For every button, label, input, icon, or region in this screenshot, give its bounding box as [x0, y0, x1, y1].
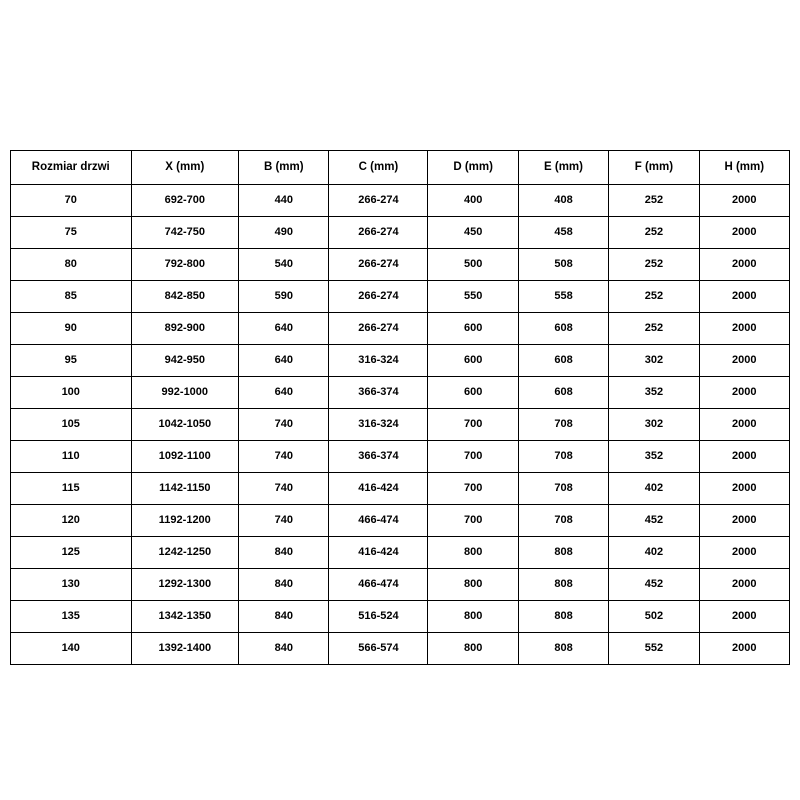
table-cell: 840 [239, 601, 329, 633]
table-cell: 500 [428, 249, 518, 281]
table-cell: 600 [428, 345, 518, 377]
table-cell: 708 [518, 441, 608, 473]
table-cell: 302 [609, 409, 699, 441]
table-cell: 316-324 [329, 409, 428, 441]
table-cell: 402 [609, 537, 699, 569]
table-cell: 2000 [699, 217, 789, 249]
table-cell: 708 [518, 409, 608, 441]
table-cell: 640 [239, 377, 329, 409]
table-cell: 1192-1200 [131, 505, 239, 537]
spec-table-container [10, 150, 790, 665]
table-cell: 800 [428, 601, 518, 633]
column-header: B (mm) [239, 151, 329, 185]
table-cell: 566-574 [329, 633, 428, 665]
table-row [11, 185, 790, 217]
table-cell: 740 [239, 505, 329, 537]
table-cell: 466-474 [329, 569, 428, 601]
door-size-specification-table [10, 150, 790, 665]
table-cell: 516-524 [329, 601, 428, 633]
column-header: H (mm) [699, 151, 789, 185]
column-header: F (mm) [609, 151, 699, 185]
table-cell: 452 [609, 505, 699, 537]
table-cell: 840 [239, 633, 329, 665]
table-cell: 508 [518, 249, 608, 281]
column-header: C (mm) [329, 151, 428, 185]
table-cell: 700 [428, 409, 518, 441]
table-cell: 892-900 [131, 313, 239, 345]
table-row [11, 601, 790, 633]
table-cell: 266-274 [329, 249, 428, 281]
table-cell: 115 [11, 473, 132, 505]
table-cell: 75 [11, 217, 132, 249]
table-cell: 266-274 [329, 185, 428, 217]
table-cell: 366-374 [329, 441, 428, 473]
table-cell: 692-700 [131, 185, 239, 217]
table-cell: 590 [239, 281, 329, 313]
table-cell: 740 [239, 473, 329, 505]
table-cell: 252 [609, 185, 699, 217]
table-cell: 266-274 [329, 217, 428, 249]
table-cell: 70 [11, 185, 132, 217]
table-cell: 302 [609, 345, 699, 377]
column-header: Rozmiar drzwi [11, 151, 132, 185]
table-cell: 608 [518, 377, 608, 409]
table-cell: 2000 [699, 601, 789, 633]
table-row [11, 505, 790, 537]
table-row [11, 249, 790, 281]
table-cell: 740 [239, 441, 329, 473]
table-cell: 85 [11, 281, 132, 313]
table-cell: 95 [11, 345, 132, 377]
table-cell: 1142-1150 [131, 473, 239, 505]
table-cell: 1042-1050 [131, 409, 239, 441]
table-cell: 266-274 [329, 281, 428, 313]
table-row [11, 409, 790, 441]
table-row [11, 217, 790, 249]
table-cell: 352 [609, 377, 699, 409]
table-cell: 608 [518, 345, 608, 377]
table-cell: 452 [609, 569, 699, 601]
table-cell: 105 [11, 409, 132, 441]
table-cell: 600 [428, 377, 518, 409]
table-cell: 800 [428, 569, 518, 601]
table-cell: 2000 [699, 249, 789, 281]
table-cell: 558 [518, 281, 608, 313]
table-body [11, 185, 790, 665]
table-cell: 2000 [699, 281, 789, 313]
table-row [11, 473, 790, 505]
table-cell: 1092-1100 [131, 441, 239, 473]
table-row [11, 569, 790, 601]
table-cell: 600 [428, 313, 518, 345]
table-cell: 2000 [699, 505, 789, 537]
table-cell: 808 [518, 633, 608, 665]
table-cell: 540 [239, 249, 329, 281]
table-row [11, 537, 790, 569]
table-cell: 800 [428, 633, 518, 665]
table-cell: 700 [428, 505, 518, 537]
table-cell: 140 [11, 633, 132, 665]
table-cell: 840 [239, 537, 329, 569]
table-cell: 2000 [699, 441, 789, 473]
table-cell: 450 [428, 217, 518, 249]
table-cell: 1292-1300 [131, 569, 239, 601]
table-cell: 2000 [699, 569, 789, 601]
table-cell: 640 [239, 345, 329, 377]
table-cell: 740 [239, 409, 329, 441]
table-cell: 120 [11, 505, 132, 537]
table-cell: 502 [609, 601, 699, 633]
table-cell: 440 [239, 185, 329, 217]
table-cell: 466-474 [329, 505, 428, 537]
table-row [11, 377, 790, 409]
table-cell: 252 [609, 281, 699, 313]
table-cell: 366-374 [329, 377, 428, 409]
table-cell: 352 [609, 441, 699, 473]
table-cell: 800 [428, 537, 518, 569]
table-cell: 252 [609, 313, 699, 345]
table-cell: 842-850 [131, 281, 239, 313]
table-cell: 252 [609, 249, 699, 281]
table-cell: 608 [518, 313, 608, 345]
table-cell: 2000 [699, 345, 789, 377]
table-cell: 808 [518, 537, 608, 569]
table-cell: 1392-1400 [131, 633, 239, 665]
table-cell: 266-274 [329, 313, 428, 345]
table-cell: 408 [518, 185, 608, 217]
table-cell: 416-424 [329, 473, 428, 505]
table-cell: 700 [428, 441, 518, 473]
table-cell: 700 [428, 473, 518, 505]
table-cell: 416-424 [329, 537, 428, 569]
table-cell: 2000 [699, 409, 789, 441]
table-cell: 2000 [699, 537, 789, 569]
table-cell: 1242-1250 [131, 537, 239, 569]
table-cell: 135 [11, 601, 132, 633]
table-cell: 2000 [699, 473, 789, 505]
table-header [11, 151, 790, 185]
table-cell: 2000 [699, 313, 789, 345]
table-row [11, 345, 790, 377]
table-cell: 90 [11, 313, 132, 345]
table-cell: 125 [11, 537, 132, 569]
table-row [11, 281, 790, 313]
column-header: D (mm) [428, 151, 518, 185]
table-cell: 742-750 [131, 217, 239, 249]
table-cell: 550 [428, 281, 518, 313]
table-cell: 458 [518, 217, 608, 249]
column-header: E (mm) [518, 151, 608, 185]
table-cell: 490 [239, 217, 329, 249]
table-cell: 552 [609, 633, 699, 665]
table-cell: 2000 [699, 377, 789, 409]
table-cell: 640 [239, 313, 329, 345]
column-header: X (mm) [131, 151, 239, 185]
table-cell: 808 [518, 601, 608, 633]
table-cell: 942-950 [131, 345, 239, 377]
table-row [11, 633, 790, 665]
table-cell: 840 [239, 569, 329, 601]
table-cell: 80 [11, 249, 132, 281]
table-cell: 2000 [699, 633, 789, 665]
table-cell: 808 [518, 569, 608, 601]
table-cell: 708 [518, 473, 608, 505]
table-cell: 708 [518, 505, 608, 537]
table-cell: 992-1000 [131, 377, 239, 409]
table-cell: 100 [11, 377, 132, 409]
table-cell: 792-800 [131, 249, 239, 281]
table-cell: 402 [609, 473, 699, 505]
table-header-row [11, 151, 790, 185]
table-cell: 2000 [699, 185, 789, 217]
table-cell: 400 [428, 185, 518, 217]
table-cell: 1342-1350 [131, 601, 239, 633]
table-row [11, 313, 790, 345]
table-cell: 316-324 [329, 345, 428, 377]
table-cell: 110 [11, 441, 132, 473]
table-cell: 252 [609, 217, 699, 249]
table-row [11, 441, 790, 473]
table-cell: 130 [11, 569, 132, 601]
